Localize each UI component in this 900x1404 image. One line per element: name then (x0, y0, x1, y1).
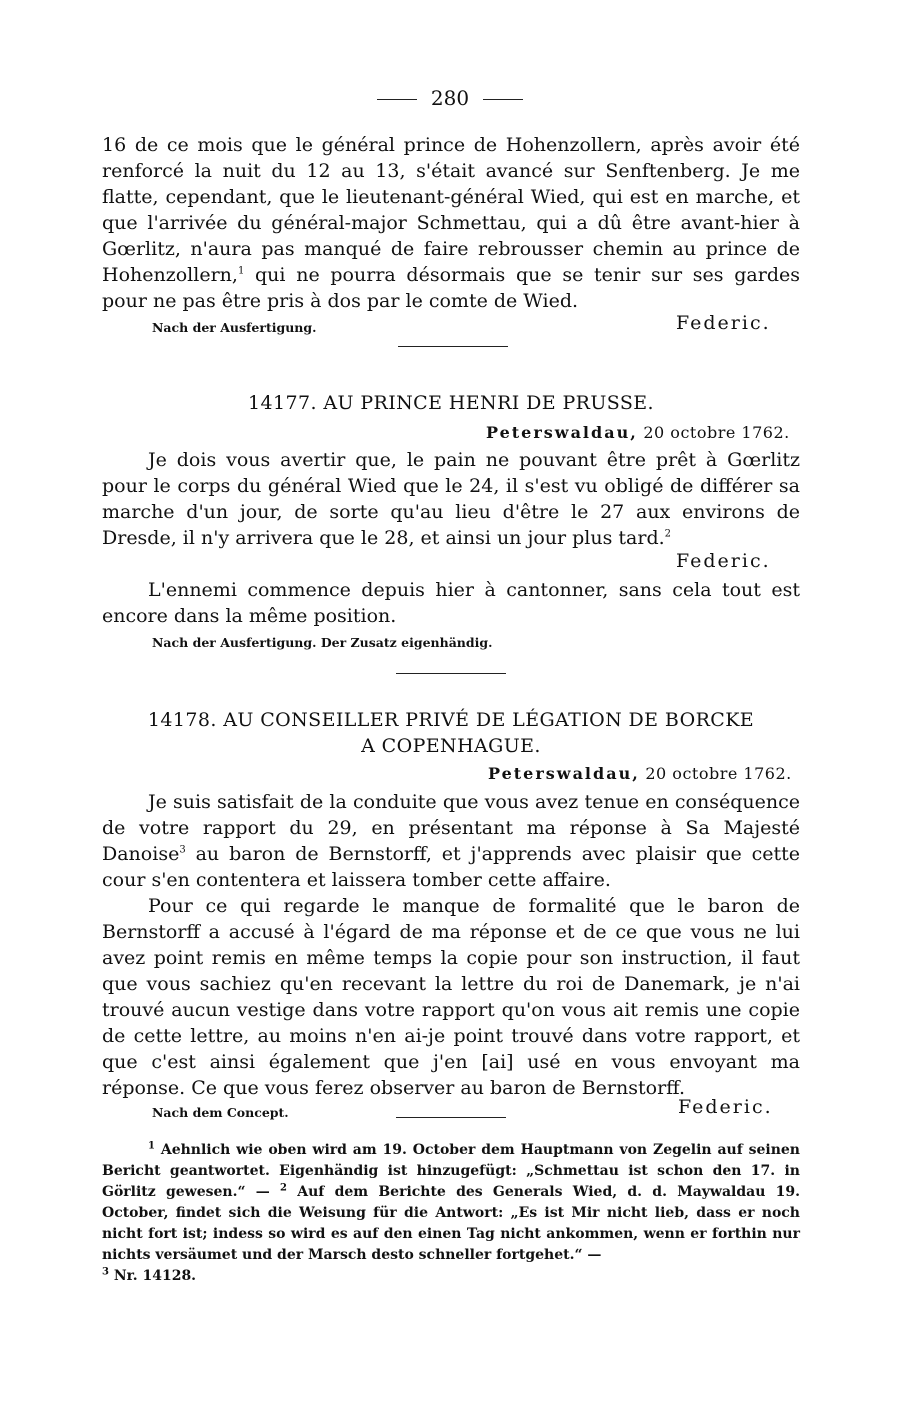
letter-title-line1: AU CONSEILLER PRIVÉ DE LÉGATION DE BORCKE (223, 709, 755, 731)
footnote-ref-2: 2 (664, 528, 672, 540)
dateline-date: 20 octobre 1762. (643, 423, 790, 442)
letter-body-text: Je dois vous avertir que, le pain ne pouvant être prêt à Gœrlitz pour le corps du général Wied que le 24, il s'est vu obligé de différer sa marche d'un jour, de sorte qu'au lieu d'être le 27 aux environs de Dresde, il n'y arrivera que le 28, et ainsi un jour plus tard. (102, 449, 800, 549)
footnote-mark-1: 1 (148, 1140, 155, 1152)
letter-body-text-after: au baron de Bernstorff, et j'apprends avec plaisir que cette cour s'en contentera et laissera tomber cette affaire. (102, 843, 800, 891)
letter-heading-14177 (102, 392, 800, 414)
section-divider (398, 346, 508, 347)
section-divider (396, 673, 506, 674)
letter-title: AU PRINCE HENRI DE PRUSSE. (323, 392, 654, 414)
source-note: Nach der Ausfertigung. Der Zusatz eigenhändig. (152, 635, 493, 650)
source-note: Nach der Ausfertigung. (152, 320, 317, 335)
folio-dash-left (377, 99, 417, 100)
page-number-text: 280 (430, 86, 470, 110)
source-note: Nach dem Concept. (152, 1105, 289, 1120)
letter-body-text: Je suis satisfait de la conduite que vous avez tenue en conséquence de votre rapport du 29, en présentant ma réponse à Sa Majesté Danoise (102, 791, 800, 865)
dateline-place: Peterswaldau, (488, 764, 640, 783)
footnote-mark-2: 2 (280, 1182, 287, 1194)
letter-body-14177 (102, 447, 800, 551)
dateline-14177 (486, 423, 790, 442)
signature: Federic. (676, 312, 771, 334)
footnote-2: Auf dem Berichte des Generals Wied, d. d. Maywaldau 19. October, findet sich die Weisung für die Antwort: „Es ist Mir nicht lieb, dass er noch nicht fort ist; indess so wird es auf den einen Tag nicht ankommen, wenn er forthin nur nichts versäumet und der Marsch desto schneller fortgehet.“ — (102, 1184, 800, 1263)
dateline-14178 (488, 764, 792, 783)
page-number (0, 86, 900, 110)
letter-body-14178 (102, 789, 800, 1101)
letter-title-line2: A COPENHAGUE. (361, 735, 541, 757)
footnote-ref-3: 3 (179, 844, 186, 856)
dateline-place: Peterswaldau, (486, 423, 638, 442)
footnote-mark-3: 3 (102, 1266, 109, 1278)
footnote-divider (396, 1117, 506, 1118)
letter-number: 14177. (248, 392, 317, 414)
continuation-paragraph (102, 132, 800, 314)
footnote-ref-1: 1 (237, 265, 245, 277)
signature: Federic. (676, 550, 771, 572)
footnote-1: Aehnlich wie oben wird am 19. October dem Hauptmann von Zegelin auf seinen Bericht geantwortet. Eigenhändig ist hinzugefügt: „Schmettau ist schon den 17. in Görlitz gewesen.“ — (102, 1142, 800, 1200)
folio-dash-right (483, 99, 523, 100)
continuation-text: 16 de ce mois que le général prince de Hohenzollern, après avoir été renforcé la nuit du 12 au 13, s'était avancé sur Senftenberg. Je me flatte, cependant, que le lieutenant-général Wied, qui est en marche, et que l'arrivée du général-major Schmettau, qui a dû être avant-hier à Gœrlitz, n'aura pas manqué de faire rebrousser chemin au prince de Hohenzollern, (102, 134, 800, 286)
footnotes (102, 1140, 800, 1287)
letter-heading-14178 (102, 707, 800, 759)
footnote-3: Nr. 14128. (108, 1268, 197, 1284)
letter-body-paragraph-2: Pour ce qui regarde le manque de formalité que le baron de Bernstorff a accusé à l'égard de ma réponse et de ce que vous ne lui avez point remis en même temps la copie pour son instruction, il faut que vous sachiez qu'en recevant la lettre du roi de Danemark, je n'ai trouvé aucun vestige dans votre rapport qu'on vous ait remis une copie de cette lettre, au moins n'en ai-je point trouvé dans votre rapport, et que c'est ainsi également que j'en [ai] usé en vous envoyant ma réponse. Ce que vous ferez observer au baron de Bernstorff. (102, 895, 800, 1099)
letter-number: 14178. (147, 709, 217, 731)
continuation-text-after: qui ne pourra désormais que se tenir sur ses gardes pour ne pas être pris à dos par le comte de Wied. (102, 264, 800, 312)
postscript-text: L'ennemi commence depuis hier à cantonner, sans cela tout est encore dans la même position. (102, 579, 800, 627)
signature: Federic. (678, 1096, 773, 1118)
postscript-14177 (102, 577, 800, 629)
dateline-date: 20 octobre 1762. (645, 764, 792, 783)
